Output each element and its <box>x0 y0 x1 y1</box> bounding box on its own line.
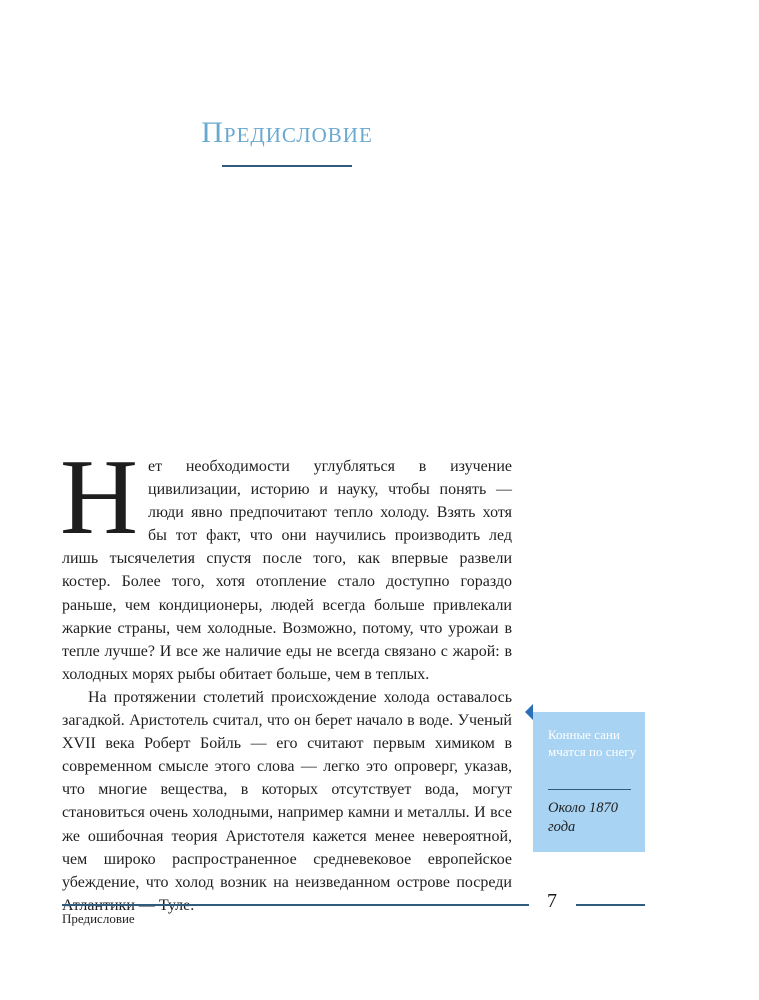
chapter-title: Предисловие <box>201 116 373 149</box>
caption-pointer-icon <box>525 704 533 720</box>
page-number: 7 <box>547 890 557 912</box>
paragraph-2: На протяжении столетий происхождение холода оставалось загадкой. Аристотель считал, что он берет начало в воде. Ученый XVII века Роберт Бойль — его считают первым химиком в современном смысле этого слова — легко это опроверг, указав, что многие вещества, в которых отсутствует вода, могут становиться очень холодными, например камни и металлы. И все же ошибочная теория Аристотеля кажется менее невероятной, чем широко распространенное средневековое европейское убеждение, что холод возник на неизведанном острове посреди <box>62 688 512 891</box>
footer-rule-left <box>62 904 529 906</box>
caption-date: Около 1870 года <box>548 800 618 835</box>
running-footer: Предисловие <box>62 911 135 926</box>
drop-cap: Н <box>60 438 138 557</box>
footer-rule-right <box>576 904 645 906</box>
paragraph-1 <box>60 438 512 686</box>
title-underline <box>222 165 352 167</box>
body-text <box>60 438 512 917</box>
paragraph-1-text: ет необходимости углубляться в изучение цивилизации, историю и науку, чтобы понять — люди явно предпочитают тепло холоду. Взять хотя бы тот факт, что они научились производить лед лишь тысячелетия спустя после того, как впервые развели костер. Более того, хотя отопление стало доступно гораздо раньше, чем кондиционеры, людей всегда больше привлекали жаркие страны, чем холодные. Возможно, потому, что урожаи в тепле лучше? И все же наличие еды не всегда связано с жарой: в холодных морях рыбы обитает больше, чем в теплых. <box>62 458 512 683</box>
caption-text: Конные сани мчатся по снегу <box>548 727 637 759</box>
caption-divider <box>548 789 631 790</box>
